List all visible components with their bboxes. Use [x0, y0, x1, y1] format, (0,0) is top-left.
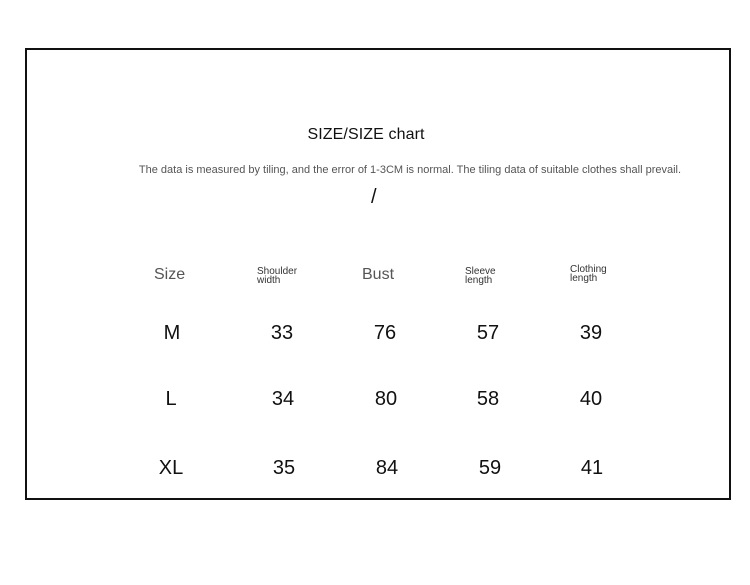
- row-l-clothing: 40: [579, 388, 603, 410]
- row-m-clothing: 39: [579, 322, 603, 344]
- row-xl-shoulder: 35: [272, 457, 296, 479]
- row-l-shoulder: 34: [271, 388, 295, 410]
- row-l-size: L: [165, 388, 177, 410]
- row-xl-clothing: 41: [580, 457, 604, 479]
- measurement-note: The data is measured by tiling, and the error of 1-3CM is normal. The tiling data of suitable clothes shall prevail.: [138, 164, 682, 176]
- header-clothing-length: [570, 265, 607, 283]
- header-bust: Bust: [362, 266, 395, 283]
- header-sleeve-line2: length: [465, 275, 493, 286]
- row-l-sleeve: 58: [476, 388, 500, 410]
- header-shoulder-line1: Shoulder: [257, 266, 298, 277]
- header-size: Size: [154, 266, 186, 283]
- row-xl-sleeve: 59: [478, 457, 502, 479]
- row-xl-size: XL: [158, 457, 184, 479]
- header-clothing-line1: Clothing: [570, 264, 607, 275]
- row-m-size: M: [163, 322, 181, 344]
- slash-mark: /: [371, 186, 377, 208]
- header-clothing-line2: length: [570, 273, 598, 284]
- header-shoulder-line2: width: [257, 275, 281, 286]
- row-m-shoulder: 33: [270, 322, 294, 344]
- header-sleeve-line1: Sleeve: [465, 266, 496, 277]
- row-m-bust: 76: [373, 322, 397, 344]
- row-xl-bust: 84: [375, 457, 399, 479]
- row-m-sleeve: 57: [476, 322, 500, 344]
- row-l-bust: 80: [374, 388, 398, 410]
- chart-title-text: SIZE/SIZE chart: [307, 126, 425, 143]
- header-sleeve-length: [465, 267, 496, 285]
- header-shoulder-width: [257, 267, 297, 285]
- chart-title: [0, 126, 750, 144]
